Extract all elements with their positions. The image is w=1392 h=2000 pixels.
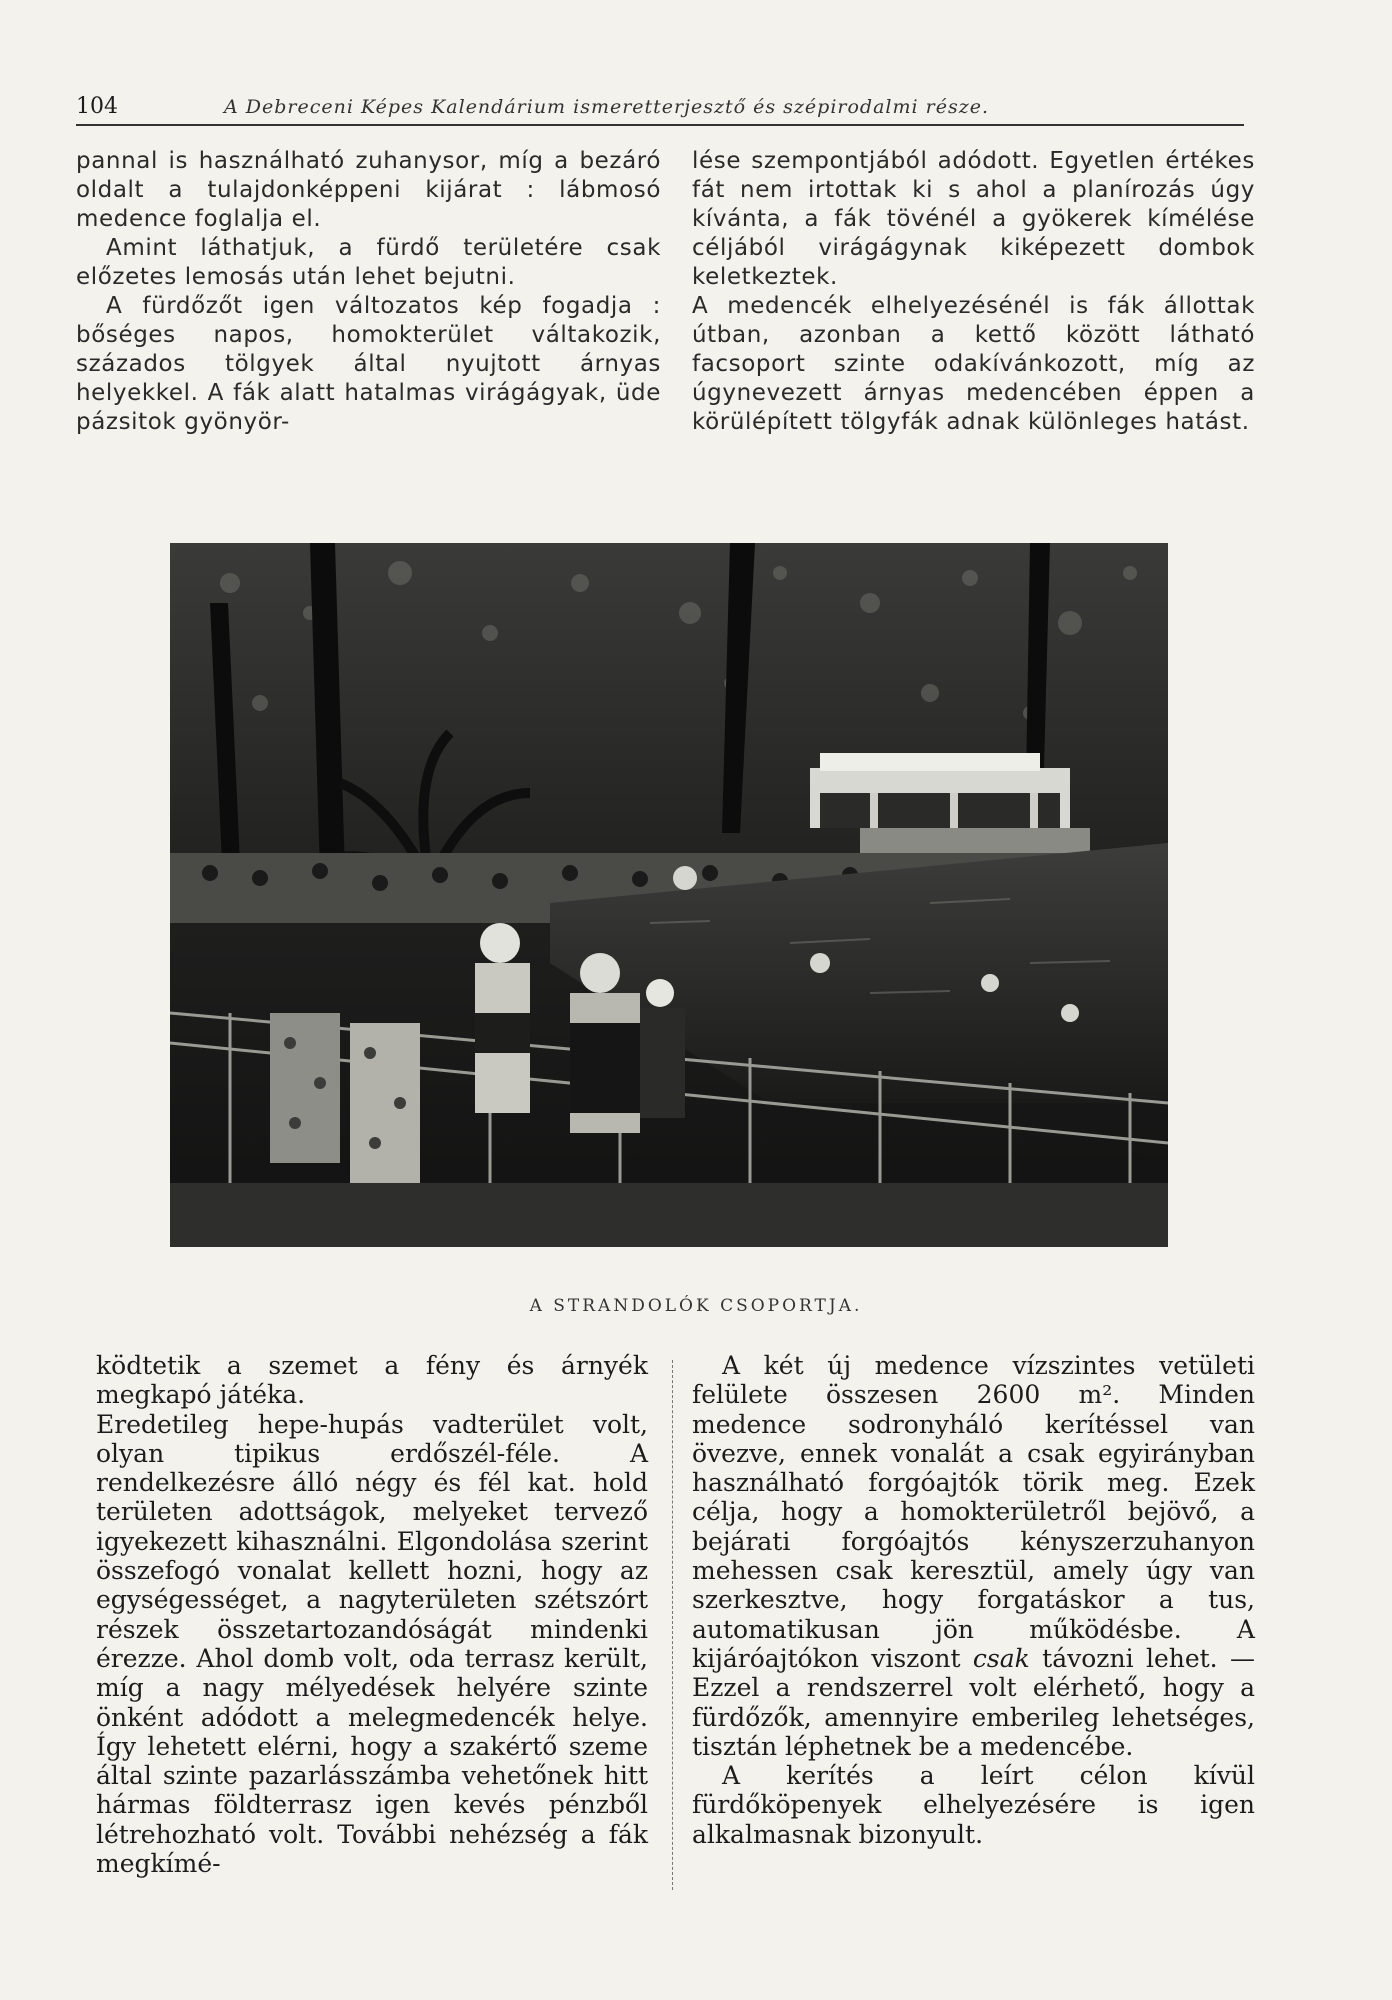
paragraph: Amint láthatjuk, a fürdő területére csak előzetes lemosás után lehet bejutni. bbox=[76, 235, 661, 290]
lower-right-column bbox=[692, 1351, 1255, 1849]
text-span: A két új medence vízszintes vetületi felülete összesen 2600 m². Minden medence sodronyháló kerítéssel van övezve, ennek vonalát a csak egyirányban használható forgóajtók törik meg. Ezek célja, hogy a homokterületről bejövő, a bejárati forgóajtós kényszerzuhanyon mehessen csak keresztül, amely úgy van szerkesztve, hogy forgatáskor a tus, automatikusan jön működésbe. A kijáróajtókon viszont bbox=[692, 1351, 1255, 1673]
paragraph: Eredetileg hepe-hupás vadterület volt, olyan tipikus erdőszél-féle. A rendelkezésre álló négy és fél kat. hold területen adottságok, melyeket tervező igyekezett kihasználni. Elgondolása szerint összefogó vonalat kellett hozni, hogy az egységességet, a nagyterületen szétszórt részek összetartozandóságát mindenki érezze. Ahol domb volt, oda terrasz került, míg a nagy mélyedések helyére szinte önként adódott a melegmedencék helye. Így lehetett elérni, hogy a szakértő szeme által szinte pazarlásszámba vehetőnek hitt hármas földterrasz igen kevés pénzből létrehozható volt. További nehézség a fák megkímé- bbox=[96, 1409, 648, 1879]
upper-left-column bbox=[76, 147, 661, 437]
paragraph: pannal is használható zuhanysor, míg a bezáró oldalt a tulajdonképpeni kijárat : lábmosó medence foglalja el. bbox=[76, 148, 661, 232]
paragraph: A fürdőzőt igen változatos kép fogadja : bőséges napos, homokterület váltakozik, százados tölgyek által nyujtott árnyas helyekkel. A fák alatt hatalmas virágágyak, üde pázsitok gyönyör- bbox=[76, 293, 661, 435]
upper-right-column bbox=[692, 147, 1255, 437]
running-head: A Debreceni Képes Kalendárium ismeretterjesztő és szépirodalmi része. bbox=[224, 96, 990, 118]
paragraph: ködtetik a szemet a fény és árnyék megkapó játéka. bbox=[96, 1351, 648, 1410]
column-separator bbox=[672, 1360, 673, 1890]
paragraph: lése szempontjából adódott. Egyetlen értékes fát nem irtottak ki s ahol a planírozás úgy kívánta, a fák tövénél a gyökerek kímélése céljából virágágynak kiképezett dombok keletkeztek. bbox=[692, 148, 1255, 290]
paragraph bbox=[692, 1351, 1255, 1761]
lower-left-column bbox=[96, 1351, 648, 1878]
page-header bbox=[76, 94, 1244, 126]
page-number: 104 bbox=[76, 94, 118, 119]
pool-photo-illustration bbox=[170, 543, 1168, 1247]
pool-photograph bbox=[170, 543, 1168, 1247]
photo-caption: A STRANDOLÓK CSOPORTJA. bbox=[529, 1296, 863, 1316]
text-span: távozni lehet. — Ezzel a rendszerrel volt elérhető, hogy a fürdőzők, amennyire emberileg lehetséges, tisztán léphetnek be a medencébe. bbox=[692, 1643, 1255, 1761]
paragraph: A medencék elhelyezésénél is fák állottak útban, azonban a kettő között látható facsoport szinte odakívánkozott, míg az úgynevezett árnyas medencében éppen a körülépített tölgyfák adnak különleges hatást. bbox=[692, 293, 1255, 435]
paragraph: A kerítés a leírt célon kívül fürdőköpenyek elhelyezésére is igen alkalmasnak bizonyult. bbox=[692, 1761, 1255, 1849]
emphasis: csak bbox=[972, 1643, 1030, 1673]
